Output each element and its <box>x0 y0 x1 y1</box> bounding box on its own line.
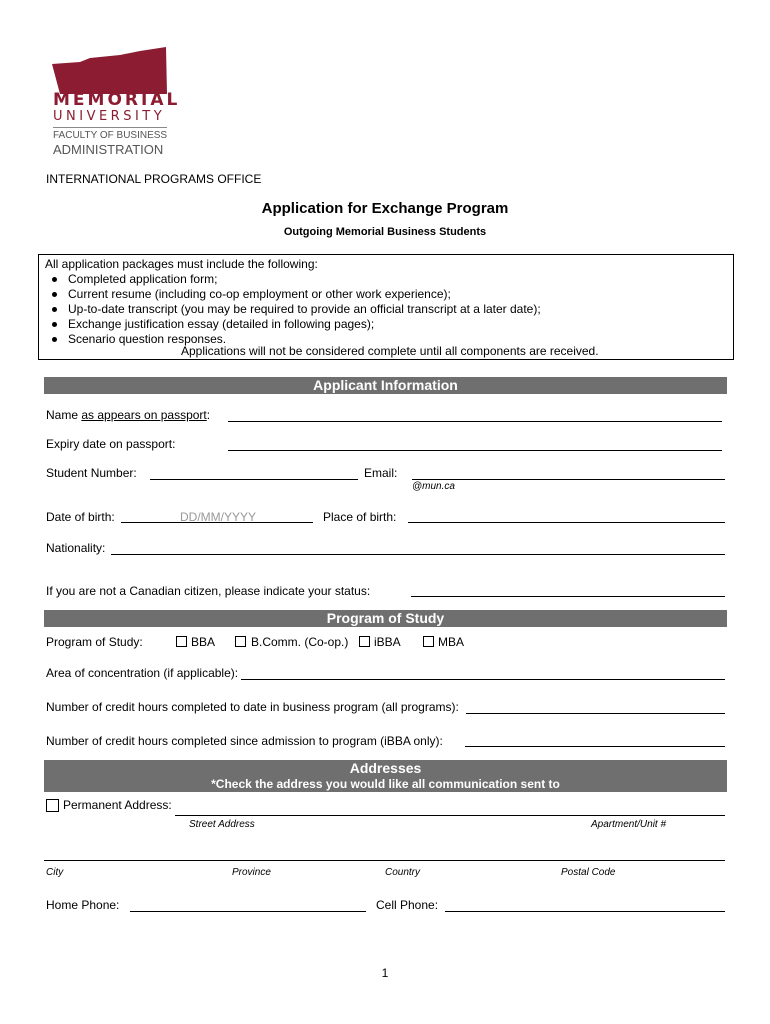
option-label-ibba: iBBA <box>374 635 401 649</box>
email-label: Email: <box>364 466 398 480</box>
requirements-intro: All application packages must include the following: <box>45 257 318 271</box>
checkbox-permanent-address[interactable] <box>46 799 59 812</box>
postal-caption: Postal Code <box>561 867 616 878</box>
checkbox-bcomm[interactable] <box>235 636 246 647</box>
credits-label: Number of credit hours completed to date in business program (all programs): <box>46 700 459 714</box>
requirement-item: Up-to-date transcript (you may be required to provide an official transcript at a later date); <box>45 302 541 317</box>
logo-line-university: UNIVERSITY <box>53 109 166 124</box>
street-field[interactable] <box>175 815 725 816</box>
section-header-addresses <box>44 760 727 792</box>
requirements-note: Applications will not be considered complete until all components are received. <box>181 344 599 358</box>
cell-phone-label: Cell Phone: <box>376 898 439 912</box>
status-field[interactable] <box>411 596 725 597</box>
logo-line-administration: ADMINISTRATION <box>53 142 164 157</box>
apt-caption: Apartment/Unit # <box>591 819 667 830</box>
program-option-bba[interactable] <box>176 635 215 649</box>
credits-ibba-field[interactable] <box>465 746 725 747</box>
concentration-field[interactable] <box>241 679 725 680</box>
expiry-field[interactable] <box>228 450 722 451</box>
option-label-bcomm: B.Comm. (Co-op.) <box>251 635 349 649</box>
university-logo <box>50 46 181 157</box>
email-suffix: @mun.ca <box>412 481 455 492</box>
home-phone-field[interactable] <box>130 911 366 912</box>
province-caption: Province <box>232 867 271 878</box>
concentration-label: Area of concentration (if applicable): <box>46 666 239 680</box>
cell-phone-field[interactable] <box>445 911 725 912</box>
program-option-ibba[interactable] <box>359 635 401 649</box>
program-label: Program of Study: <box>46 635 143 649</box>
requirement-item: Current resume (including co-op employment or other work experience); <box>45 287 541 302</box>
requirement-item: Completed application form; <box>45 272 541 287</box>
student-number-label: Student Number: <box>46 466 137 480</box>
nationality-field[interactable] <box>111 554 725 555</box>
nationality-label: Nationality: <box>46 541 106 555</box>
pob-field[interactable] <box>408 522 725 523</box>
logo-line-faculty: FACULTY OF BUSINESS <box>53 130 168 141</box>
home-phone-label: Home Phone: <box>46 898 120 912</box>
name-field[interactable] <box>228 421 722 422</box>
checkbox-ibba[interactable] <box>359 636 370 647</box>
requirements-list <box>45 272 541 347</box>
page-subtitle: Outgoing Memorial Business Students <box>283 226 487 238</box>
section-header-applicant: Applicant Information <box>44 377 727 394</box>
city-caption: City <box>46 867 64 878</box>
status-label: If you are not a Canadian citizen, please indicate your status: <box>46 584 371 598</box>
checkbox-mba[interactable] <box>423 636 434 647</box>
credits-ibba-label: Number of credit hours completed since admission to program (iBBA only): <box>46 734 443 748</box>
program-option-mba[interactable] <box>423 635 464 649</box>
permanent-address-label: Permanent Address: <box>63 798 172 812</box>
expiry-label: Expiry date on passport: <box>46 437 176 451</box>
student-number-field[interactable] <box>150 479 358 480</box>
permanent-address-option[interactable] <box>46 798 172 812</box>
email-field[interactable] <box>412 479 725 480</box>
logo-divider <box>53 127 167 128</box>
dob-placeholder: DD/MM/YYYY <box>180 510 257 524</box>
office-name: INTERNATIONAL PROGRAMS OFFICE <box>46 172 262 186</box>
name-label <box>46 408 210 422</box>
checkbox-bba[interactable] <box>176 636 187 647</box>
name-label-text: Name <box>46 408 82 422</box>
country-caption: Country <box>385 867 421 878</box>
requirements-box <box>38 254 734 360</box>
name-label-underlined: as appears on passport <box>81 408 207 422</box>
street-caption: Street Address <box>189 819 255 830</box>
section-header-program: Program of Study <box>44 610 727 627</box>
option-label-bba: BBA <box>191 635 216 649</box>
credits-field[interactable] <box>466 713 725 714</box>
dob-label: Date of birth: <box>46 510 115 524</box>
option-label-mba: MBA <box>438 635 465 649</box>
logo-line-memorial: MEMORIAL <box>53 90 181 110</box>
addresses-subtitle: *Check the address you would like all communication sent to <box>211 777 560 791</box>
program-option-bcomm[interactable] <box>235 635 348 649</box>
requirement-item: Exchange justification essay (detailed in following pages); <box>45 317 541 332</box>
addresses-title: Addresses <box>349 760 422 776</box>
name-label-colon: : <box>206 408 211 422</box>
requirement-item: Scenario question responses. <box>45 332 541 347</box>
pob-label: Place of birth: <box>323 510 397 524</box>
page-number: 1 <box>381 966 389 980</box>
page-title: Application for Exchange Program <box>261 200 509 217</box>
city-line-field[interactable] <box>44 860 725 861</box>
